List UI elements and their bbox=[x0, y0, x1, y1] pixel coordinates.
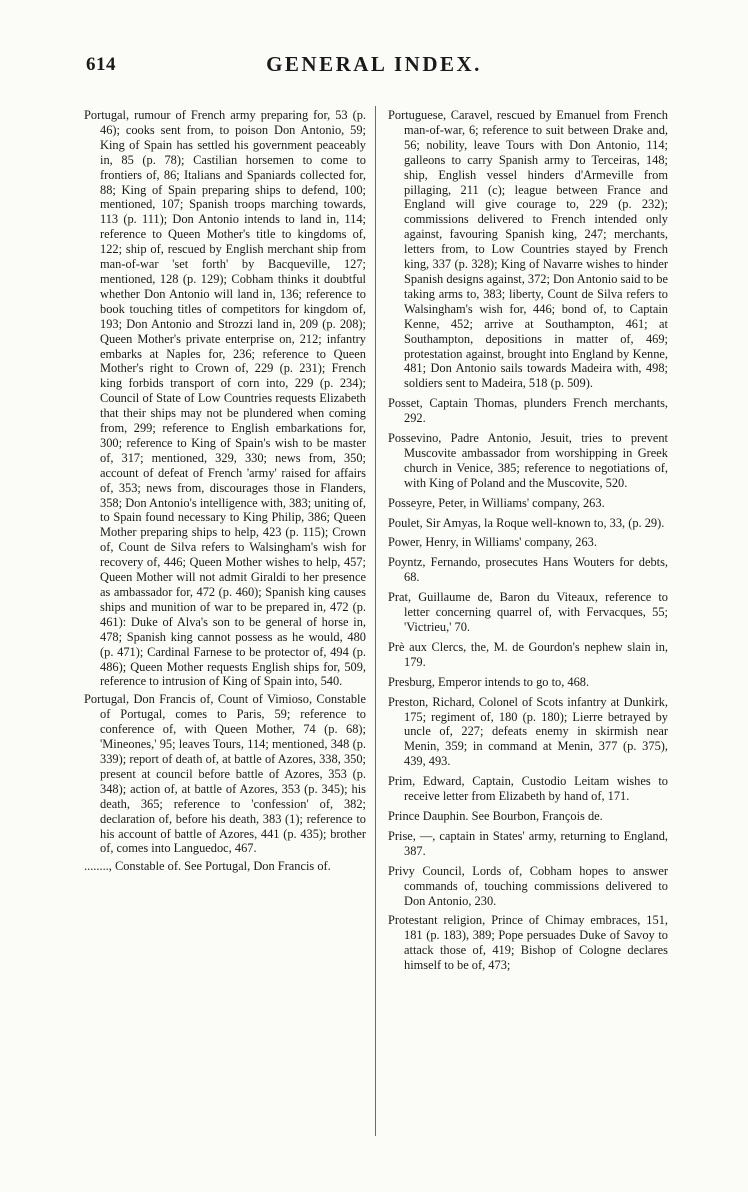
index-entry: Posset, Captain Thomas, plunders French merchants, 292. bbox=[388, 396, 668, 426]
index-entry: Prince Dauphin. See Bourbon, François de. bbox=[388, 808, 603, 823]
index-entry: Prè aux Clercs, the, M. de Gourdon's nephew slain in, 179. bbox=[388, 639, 668, 669]
index-entry: Power, Henry, in Williams' company, 263. bbox=[388, 535, 597, 550]
index-entry: Preston, Richard, Colonel of Scots infantry at Dunkirk, 175; regiment of, 180 (p. 180); Lierre betrayed by uncle of, 227; defeats enemy in skirmish near Menin, 359; in command at Menin, 377 (p. 375), 439, 493. bbox=[388, 694, 668, 769]
page-header bbox=[0, 52, 748, 82]
index-entry: Portugal, rumour of French army preparing for, 53 (p. 46); cooks sent from, to poison Don Antonio, 59; King of Spain has settled his government peaceably in, 85 (p. 78); Castilian horsemen to come to frontiers of, 86; Italians and Spaniards collected for, 88; King of Spain preparing ships to defend, 100; mentioned, 107; Spanish troops marching towards, 113 (p. 111); Don Antonio intends to land in, 114; reference to Queen Mother's title to kingdoms of, 122; ship of, rescued by English merchant ship from man-of-war 'set forth' by Bacqueville, 127; mentioned, 128 (p. 129); Cobham thinks it doubtful whether Don Antonio will land in, 136; reference to book touching titles of competitors for kingdom of, 193; Don Antonio and Strozzi land in, 209 (p. 208); Queen Mother's private enterprise on, 212; infantry embarks at Naples for, 236; reference to Queen Mother's right to Crown of, 229 (p. 231); French king forbids transport of corn into, 229 (p. 234); Council of State of Low Countries requests Elizabeth that their ships may not be plundered when coming from, 299; reference to English embarkations for, 300; reference to King of Spain's wish to be master of, 317; mentioned, 329, 330; news from, 350; account of defeat of French 'army' raised for affairs of, 353; news from, discourages those in Flanders, 358; Don Antonio's intelligence with, 383; uniting of, to Spain found necessary to King Philip, 386; Queen Mother preparing ships to help, 423 (p. 115); Crown of, Count de Silva refers to Walsingham's wish for recovery of, 446; Queen Mother wishes to help, 457; Queen Mother will not admit Giraldi to her presence as ambassador for, 472 (p. 460); Spanish king causes ships and munition of war to be prepared in, 472 (p. 461): Duke of Alva's son to be general of horse in, 478; Spanish king cannot possess as he would, 480 (p. 471); Cardinal Farnese to be protector of, 494 (p. 486); Queen Mother requests English ships for, 509, reference to intrusion of King of Spain into, 540. bbox=[84, 108, 366, 689]
index-column-right bbox=[388, 108, 668, 978]
index-entry: Poyntz, Fernando, prosecutes Hans Wouters for debts, 68. bbox=[388, 555, 668, 585]
index-entry: Portuguese, Caravel, rescued by Emanuel from French man-of-war, 6; reference to suit between Drake and, 56; nobility, leave Tours with Don Antonio, 114; galleons to carry Spanish army to Terceiras, 148; ship, English vessel hinders d'Armeville from pillaging, 211 (c); league between France and England will give courage to, 229 (p. 232); commissions delivered to French intended only against, favouring Spanish king, 247; merchants, letters from, to Low Countries stayed by French king, 337 (p. 328); King of Navarre wishes to hinder Spanish designs against, 372; Don Antonio said to be taking arms to, 383; liberty, Count de Silva refers to Walsingham's wish for, 446; bond of, to Captain Kenne, 452; arrive at Southampton, 461; at Southampton, depositions in matter of, 469; protestation against, brought into England by Kenne, 481; Don Antonio sails towards Madeira with, 498; soldiers sent to Madeira, 518 (p. 509). bbox=[388, 108, 668, 391]
index-entry: Posseyre, Peter, in Williams' company, 263. bbox=[388, 495, 605, 510]
index-entry: Prat, Guillaume de, Baron du Viteaux, reference to letter concerning quarrel of, with Fervacques, 55; 'Victrieu,' 70. bbox=[388, 590, 668, 634]
index-entry: ........, Constable of. See Portugal, Don Francis of. bbox=[84, 859, 331, 874]
page-title: GENERAL INDEX. bbox=[266, 52, 482, 76]
index-entry: Prim, Edward, Captain, Custodio Leitam wishes to receive letter from Elizabeth by hand of, 171. bbox=[388, 774, 668, 804]
column-divider bbox=[375, 106, 376, 1136]
index-entry: Privy Council, Lords of, Cobham hopes to answer commands of, touching commissions delivered to Don Antonio, 230. bbox=[388, 863, 668, 908]
page-number: 614 bbox=[86, 54, 116, 75]
index-entry: Portugal, Don Francis of, Count of Vimioso, Constable of Portugal, comes to Paris, 59; reference to conference of, with Queen Mother, 74 (p. 68); 'Mineones,' 95; leaves Tours, 114; mentioned, 348 (p. 339); report of death of, at battle of Azores, 338, 350; present at council before battle of Azores, 353 (p. 348); action of, at battle of Azores, 353 (p. 345); his death, 365; reference to 'confession' of, 382; declaration of, before his death, 383 (1); reference to his account of battle of Azores, 441 (p. 435); brother of, comes into Languedoc, 467. bbox=[84, 692, 366, 856]
index-entry: Possevino, Padre Antonio, Jesuit, tries to prevent Muscovite ambassador from worshipping in Greek church in Venice, 385; reference to negotiations of, with King of Poland and the Muscovite, 520. bbox=[388, 431, 668, 490]
index-column-left bbox=[84, 108, 366, 877]
index-entry: Presburg, Emperor intends to go to, 468. bbox=[388, 674, 590, 689]
index-entry: Prise, —, captain in States' army, returning to England, 387. bbox=[388, 828, 668, 858]
index-entry: Poulet, Sir Amyas, la Roque well-known to, 33, (p. 29). bbox=[388, 515, 665, 530]
index-entry: Protestant religion, Prince of Chimay embraces, 151, 181 (p. 183), 389; Pope persuades Duke of Savoy to attack those of, 419; Bishop of Cologne declares himself to be of, 473; bbox=[388, 913, 668, 973]
